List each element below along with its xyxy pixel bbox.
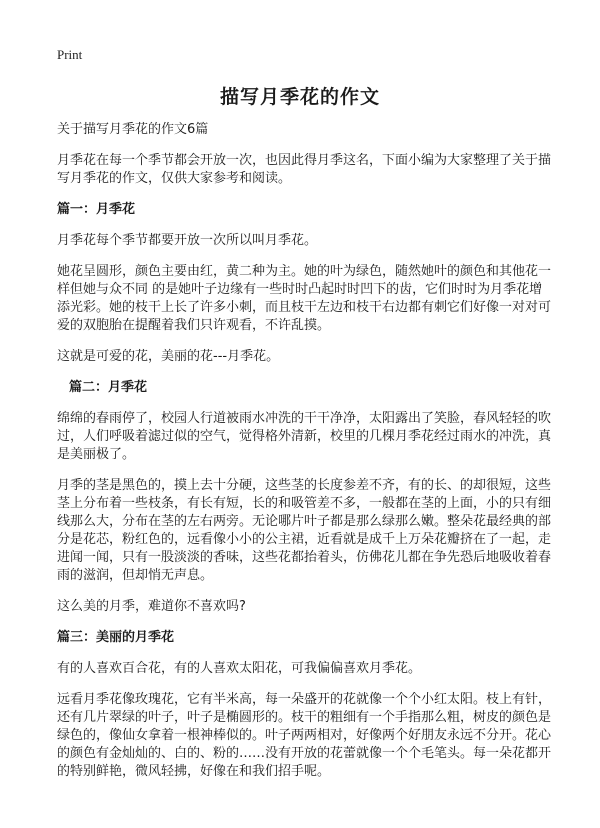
section-heading: 篇二：月季花: [69, 380, 148, 395]
paragraph: 绵绵的春雨停了，校园人行道被雨水冲洗的干干净净，太阳露出了笑脸，春风轻轻的吹过，人们呼吸着滤过似的空气，觉得格外清新，校里的几棵月季花经过雨水的冲洗，真是美丽极了。: [57, 411, 552, 462]
article-body: [57, 121, 552, 794]
paragraph: 月季花每个季节都要开放一次所以叫月季花。: [57, 233, 318, 248]
paragraph: 这么美的月季，难道你不喜欢吗?: [57, 599, 246, 614]
print-label: Print: [57, 47, 83, 62]
intro-paragraph: 月季花在每一个季节都会开放一次，也因此得月季这名，下面小编为大家整理了关于描写月季花的作文，仅供大家参考和阅读。: [57, 153, 552, 186]
paragraph: 她花呈圆形，颜色主要由红，黄二种为主。她的叶为绿色，随然她叶的颜色和其他花一样但她与众不同 的是她叶子边缘有一些时时凸起时时凹下的齿，它们时时为月季花增添光彩。她的枝干上长了许多小刺，而且枝干左边和枝干右边都有刺它们好像一对对可爱的双胞胎在提醒着我们只许观看，不许乱摸。: [57, 264, 552, 333]
paragraph: 这就是可爱的花，美丽的花---月季花。: [57, 349, 280, 364]
section-heading: 篇一：月季花: [57, 202, 136, 217]
subtitle: 关于描写月季花的作文6篇: [57, 122, 209, 137]
page-title: 描写月季花的作文: [219, 86, 380, 108]
paragraph: 月季的茎是黑色的，摸上去十分硬，这些茎的长度参差不齐，有的长、的却很短，这些茎上分布着一些枝条，有长有短，长的和吸管差不多，一般都在茎的上面，小的只有细线那么大，分布在茎的左右两旁。无论哪片叶子都是那么绿那么嫩。整朵花最经典的部分是花芯，粉红色的，远看像小小的公主裙，近看就是成千上万朵花瓣挤在了一起，走进闻一闻，只有一股淡淡的香味，这些花都抬着头，仿佛花儿都在争先恐后地吸收着春雨的滋润，但却悄无声息。: [57, 478, 552, 583]
paragraph: 有的人喜欢百合花，有的人喜欢太阳花，可我偏偏喜欢月季花。: [57, 661, 422, 676]
section-heading: 篇三：美丽的月季花: [57, 630, 175, 645]
paragraph: 远看月季花像玫瑰花，它有半米高，每一朵盛开的花就像一个个小红太阳。枝上有针，还有几片翠绿的叶子，叶子是椭圆形的。枝干的粗细有一个手指那么粗，树皮的颜色是绿色的，像仙女拿着一根神棒似的。叶子两两相对，好像两个好朋友永远不分开。花心的颜色有金灿灿的、白的、粉的……没有开放的花蕾就像一个个毛笔头。每一朵花都开的特别鲜艳，微风轻拂，好像在和我们招手呢。: [57, 692, 552, 779]
